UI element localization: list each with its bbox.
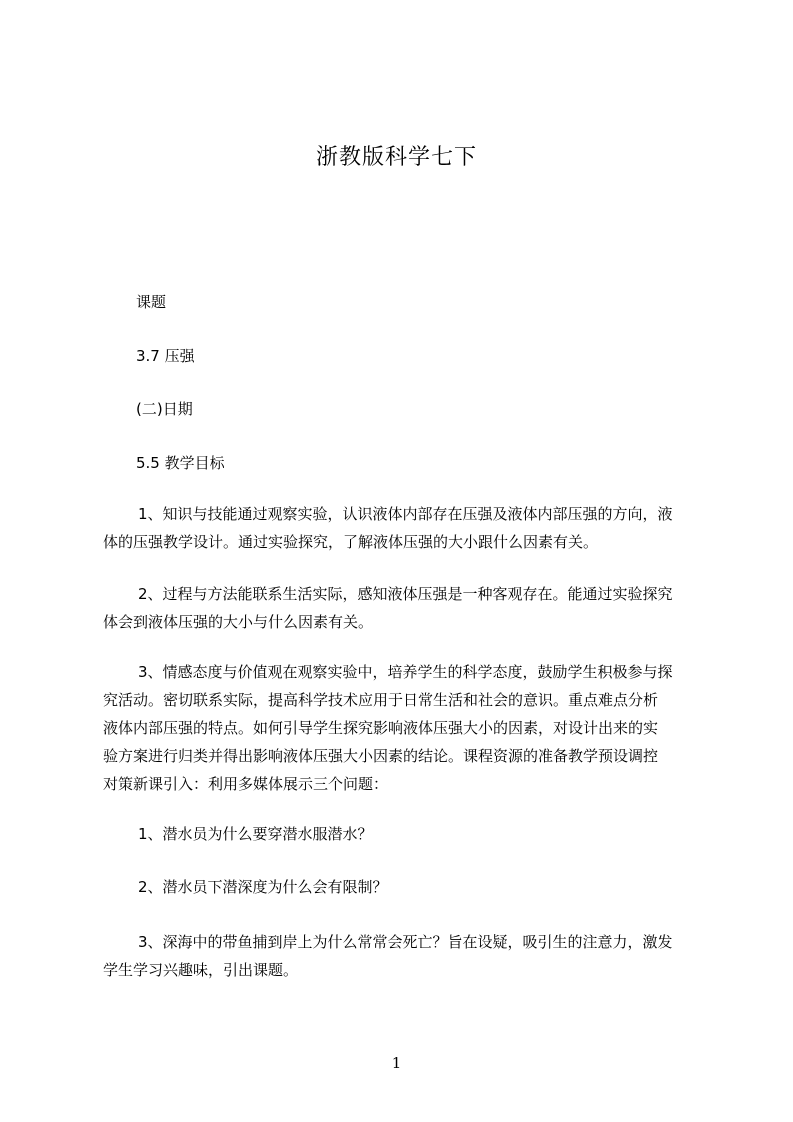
paragraph-line: 1、知识与技能通过观察实验，认识液体内部存在压强及液体内部压强的方向，液	[138, 505, 673, 523]
question-3	[103, 928, 723, 984]
paragraph-line: 学生学习兴趣味，引出课题。	[103, 961, 299, 979]
paragraph-line: 3、深海中的带鱼捕到岸上为什么常常会死亡？旨在设疑，吸引生的注意力，激发	[138, 933, 673, 951]
question-1	[103, 820, 723, 848]
paragraph-line: 验方案进行归类并得出影响液体压强大小因素的结论。课程资源的准备教学预设调控	[103, 747, 659, 765]
objective-paragraph-1	[103, 500, 723, 556]
paragraph-line: 对策新课引入：利用多媒体展示三个问题：	[103, 775, 389, 793]
paragraph-line: 1、潜水员为什么要穿潜水服潜水？	[138, 825, 373, 843]
page-number: 1	[391, 1054, 402, 1072]
paragraph-line: 2、潜水员下潜深度为什么会有限制？	[138, 878, 388, 896]
question-2	[103, 873, 723, 901]
paragraph-line: 究活动。密切联系实际，提高科学技术应用于日常生活和社会的意识。重点难点分析	[103, 691, 659, 709]
paragraph-line: 体会到液体压强的大小与什么因素有关。	[103, 613, 374, 631]
objective-paragraph-2	[103, 580, 723, 636]
paragraph-line: 3、情感态度与价值观在观察实验中，培养学生的科学态度，鼓励学生积极参与探	[138, 663, 673, 681]
paragraph-line: 2、过程与方法能联系生活实际，感知液体压强是一种客观存在。能通过实验探究	[138, 585, 673, 603]
date-label: (二)日期	[136, 400, 193, 418]
objective-paragraph-3	[103, 658, 723, 798]
lesson-title: 3.7 压强	[136, 347, 195, 365]
course-label: 课题	[136, 293, 167, 311]
paragraph-line: 液体内部压强的特点。如何引导学生探究影响液体压强大小的因素，对设计出来的实	[103, 719, 659, 737]
paragraph-line: 体的压强教学设计。通过实验探究，了解液体压强的大小跟什么因素有关。	[103, 533, 599, 551]
document-title: 浙教版科学七下	[315, 145, 477, 170]
objectives-heading: 5.5 教学目标	[136, 454, 225, 472]
